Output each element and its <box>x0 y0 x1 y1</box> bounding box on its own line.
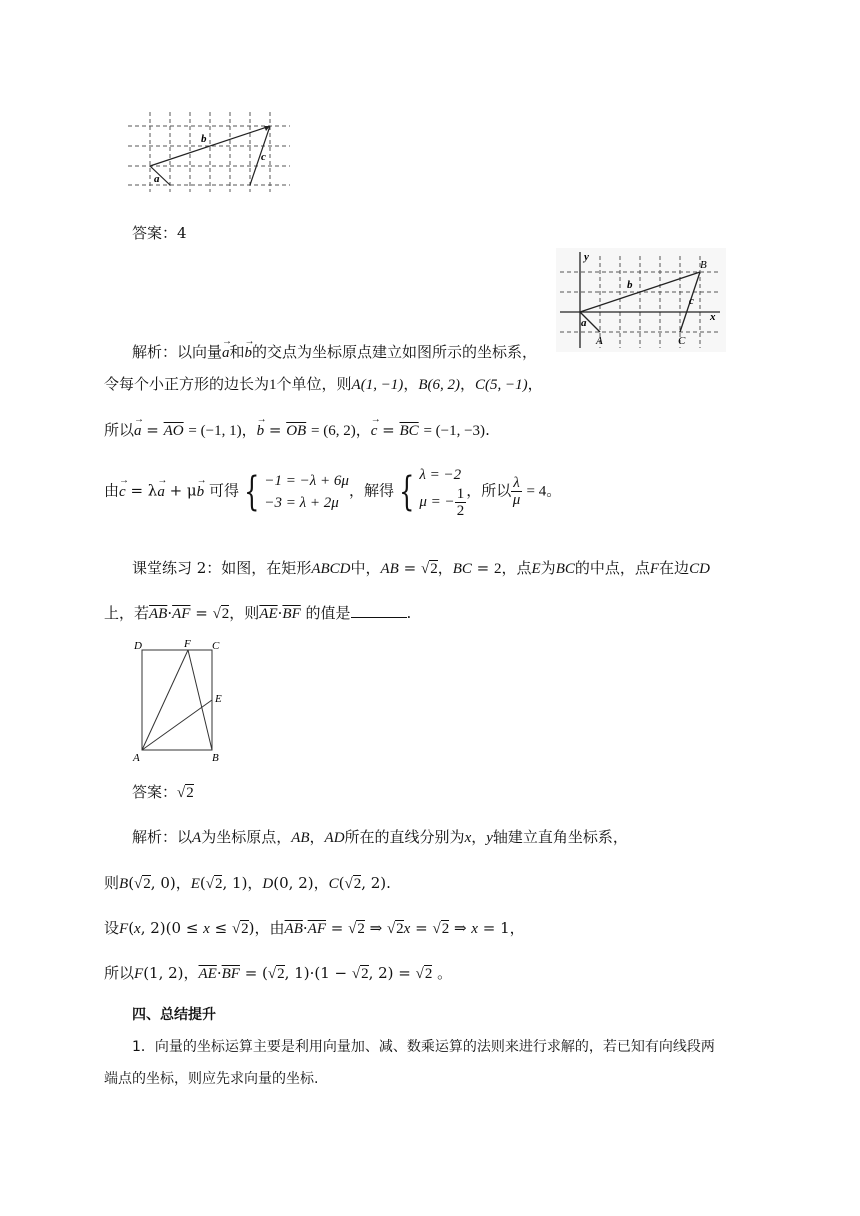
label-E: E <box>215 693 222 705</box>
answer-2: 答案：√2 <box>132 783 194 801</box>
label-point-C: C <box>678 335 686 347</box>
analysis-1-line-1: 解析：以向量→ a和→ b的交点为坐标原点建立如图所示的坐标系， <box>132 341 537 364</box>
rectangle-abcd-figure <box>130 636 230 766</box>
analysis-2-line-3: 设F(x, 2)(0 ≤ x ≤ √2)，由$\overline{AB}\cdot\overline{AF} = √2$ ⇒ √2x = √2 ⇒ x = 1， <box>104 919 525 937</box>
label-c: c <box>689 295 694 307</box>
exercise-2-line-2: 上，若$\overline{AB}\cdot\overline{AF} = √2$，则$\overline{AE}\cdot\overline{BF}$ 的值是 . <box>104 604 412 622</box>
label-a: a <box>581 317 587 329</box>
vector-grid-figure <box>128 112 292 194</box>
analysis-2-line-1: 解析：以A为坐标原点，AB，AD所在的直线分别为x，y轴建立直角坐标系， <box>132 828 628 846</box>
label-B: B <box>212 752 219 764</box>
label-point-B: B <box>700 259 707 271</box>
label-c: c <box>261 151 266 163</box>
answer-label: 答案： <box>132 224 178 242</box>
label-F: F <box>184 638 191 650</box>
section-heading: 四、总结提升 <box>132 1007 216 1023</box>
answer-blank <box>351 603 407 618</box>
analysis-1-line-3: 所以→ $a = \overline{AO} = (-1$, 1)，→ $b = \overline{OB} = (6$, 2)，→ $c = \overline{BC} = (-1$, −3). <box>104 419 490 442</box>
label-C: C <box>212 640 220 652</box>
analysis-1-line-2: 令每个小正方形的边长为1个单位，则A(1, −1)，B(6, 2)，C(5, −1)， <box>104 375 543 393</box>
summary-item-1-line-1: 1．向量的坐标运算主要是利用向量加、减、数乘运算的法则来进行求解的，若已知有向线段两 <box>132 1039 715 1055</box>
analysis-2-line-4: 所以F(1, 2)，$\overline{AE}\cdot\overline{BF} = (√2$, 1)·(1 − √2, 2) = √2 。 <box>104 964 453 982</box>
label-x-axis: x <box>710 311 716 323</box>
label-b: b <box>201 133 207 145</box>
answer-1 <box>132 222 187 244</box>
coordinate-grid-figure <box>556 248 726 352</box>
label-b: b <box>627 279 633 291</box>
label-A: A <box>133 752 140 764</box>
summary-item-1-line-2: 端点的坐标，则应先求向量的坐标. <box>104 1071 319 1087</box>
label-D: D <box>134 640 142 652</box>
label-y-axis: y <box>584 251 589 263</box>
exercise-2-line-1: 课堂练习 2：如图，在矩形ABCD中，AB = √2，BC = 2，点E为BC的中点，点F在边CD <box>132 559 710 577</box>
label-a: a <box>154 173 160 185</box>
label-point-A: A <box>596 335 603 347</box>
analysis-1-line-4: 由→ c = λ→ a + μ→ b 可得 { −1 = −λ + 6μ −3 = λ + 2μ，解得 { λ = −2 μ = − $\frac{1}{2}$ ，所以 $\frac{\lambda}{\mu}$ = 4。 <box>104 464 561 519</box>
analysis-2-line-2: 则B(√2, 0)，E(√2, 1)，D(0, 2)，C(√2, 2). <box>104 874 391 892</box>
answer-value: 4 <box>177 224 187 242</box>
